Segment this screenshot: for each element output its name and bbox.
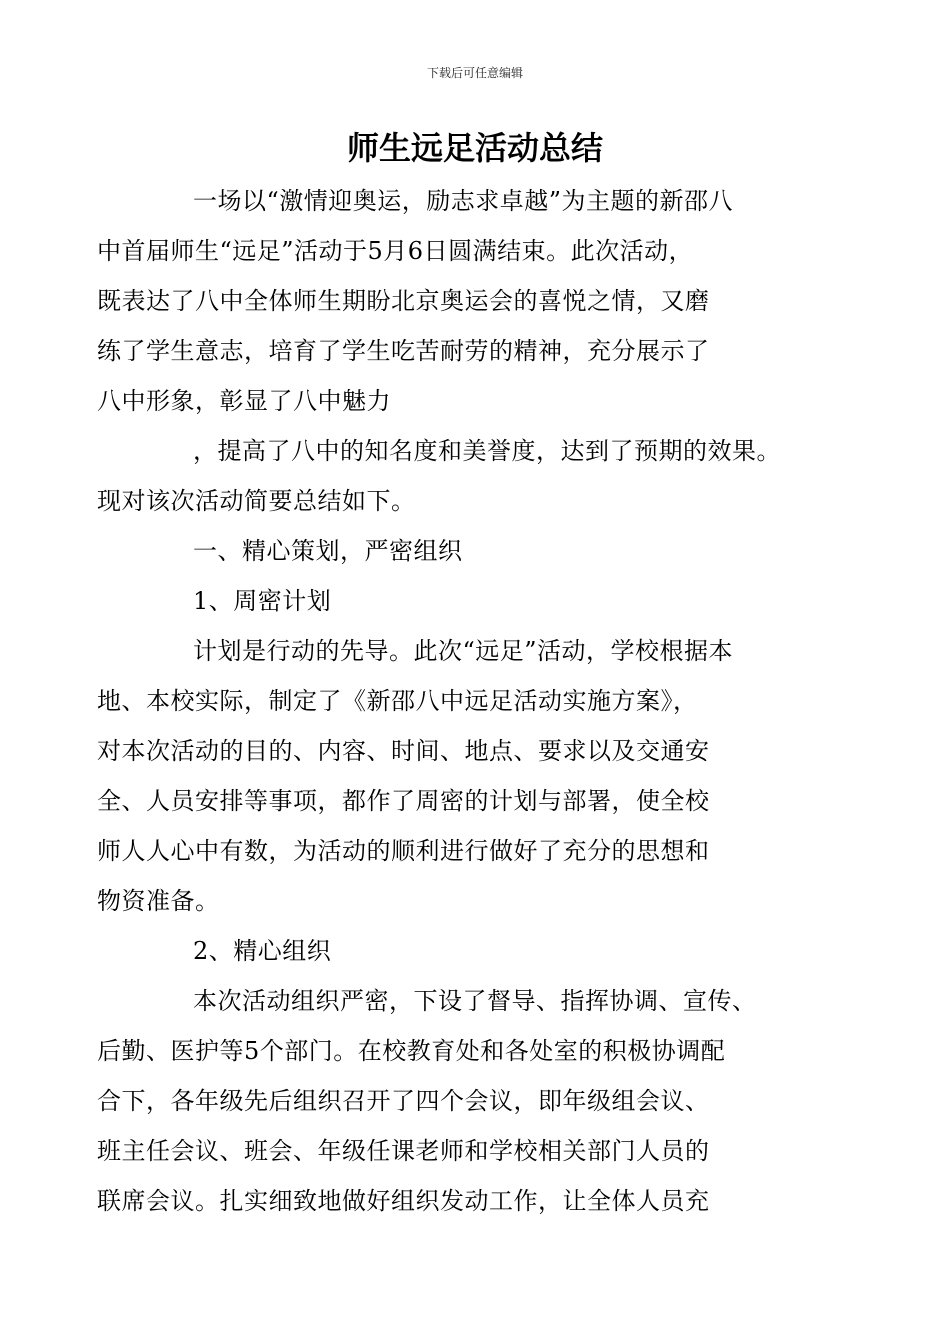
subsection-heading-1 [145, 576, 815, 626]
document-body [97, 176, 815, 1226]
text-line: 计划是行动的先导。此次“远足”活动，学校根据本 [193, 637, 734, 665]
text-line: 地、本校实际，制定了《新邵八中远足活动实施方案》， [97, 687, 698, 715]
header-note: 下载后可任意编辑 [426, 66, 523, 80]
paragraph-organize [97, 976, 815, 1226]
document-title: 师生远足活动总结 [346, 129, 603, 167]
paragraph-plan [97, 626, 815, 926]
text-line: 一场以“激情迎奥运，励志求卓越”为主题的新邵八 [193, 187, 734, 215]
text-line: 对本次活动的目的、内容、时间、地点、要求以及交通安 [97, 737, 710, 765]
text-line: 中首届师生“远足”活动于5月6日圆满结束。此次活动， [97, 237, 694, 265]
subsection-heading-2 [145, 926, 815, 976]
text-line: 合下，各年级先后组织召开了四个会议，即年级组会议、 [97, 1087, 710, 1115]
section-heading-1 [145, 526, 815, 576]
text-line: 全、人员安排等事项，都作了周密的计划与部署，使全校 [97, 787, 710, 815]
text-line: 一、精心策划，严密组织 [193, 537, 463, 565]
text-line: 练了学生意志，培育了学生吃苦耐劳的精神，充分展示了 [97, 337, 710, 365]
text-line: 本次活动组织严密，下设了督导、指挥协调、宣传、 [193, 987, 757, 1015]
text-line: 1、周密计划 [193, 587, 332, 615]
text-line: 物资准备。 [97, 887, 220, 915]
text-line: 2、精心组织 [193, 937, 332, 965]
text-line: 现对该次活动简要总结如下。 [97, 487, 416, 515]
paragraph-intro [97, 176, 815, 426]
text-line: 联席会议。扎实细致地做好组织发动工作，让全体人员充 [97, 1187, 710, 1215]
text-line: ，提高了八中的知名度和美誉度，达到了预期的效果。 [193, 437, 781, 465]
text-line: 师人人心中有数，为活动的顺利进行做好了充分的思想和 [97, 837, 710, 865]
text-line: 八中形象，彰显了八中魅力 [97, 387, 391, 415]
text-line: 后勤、医护等5个部门。在校教育处和各处室的积极协调配 [97, 1037, 726, 1065]
paragraph-continuation [97, 426, 815, 526]
text-line: 班主任会议、班会、年级任课老师和学校相关部门人员的 [97, 1137, 710, 1165]
text-line: 既表达了八中全体师生期盼北京奥运会的喜悦之情，又磨 [97, 287, 710, 315]
